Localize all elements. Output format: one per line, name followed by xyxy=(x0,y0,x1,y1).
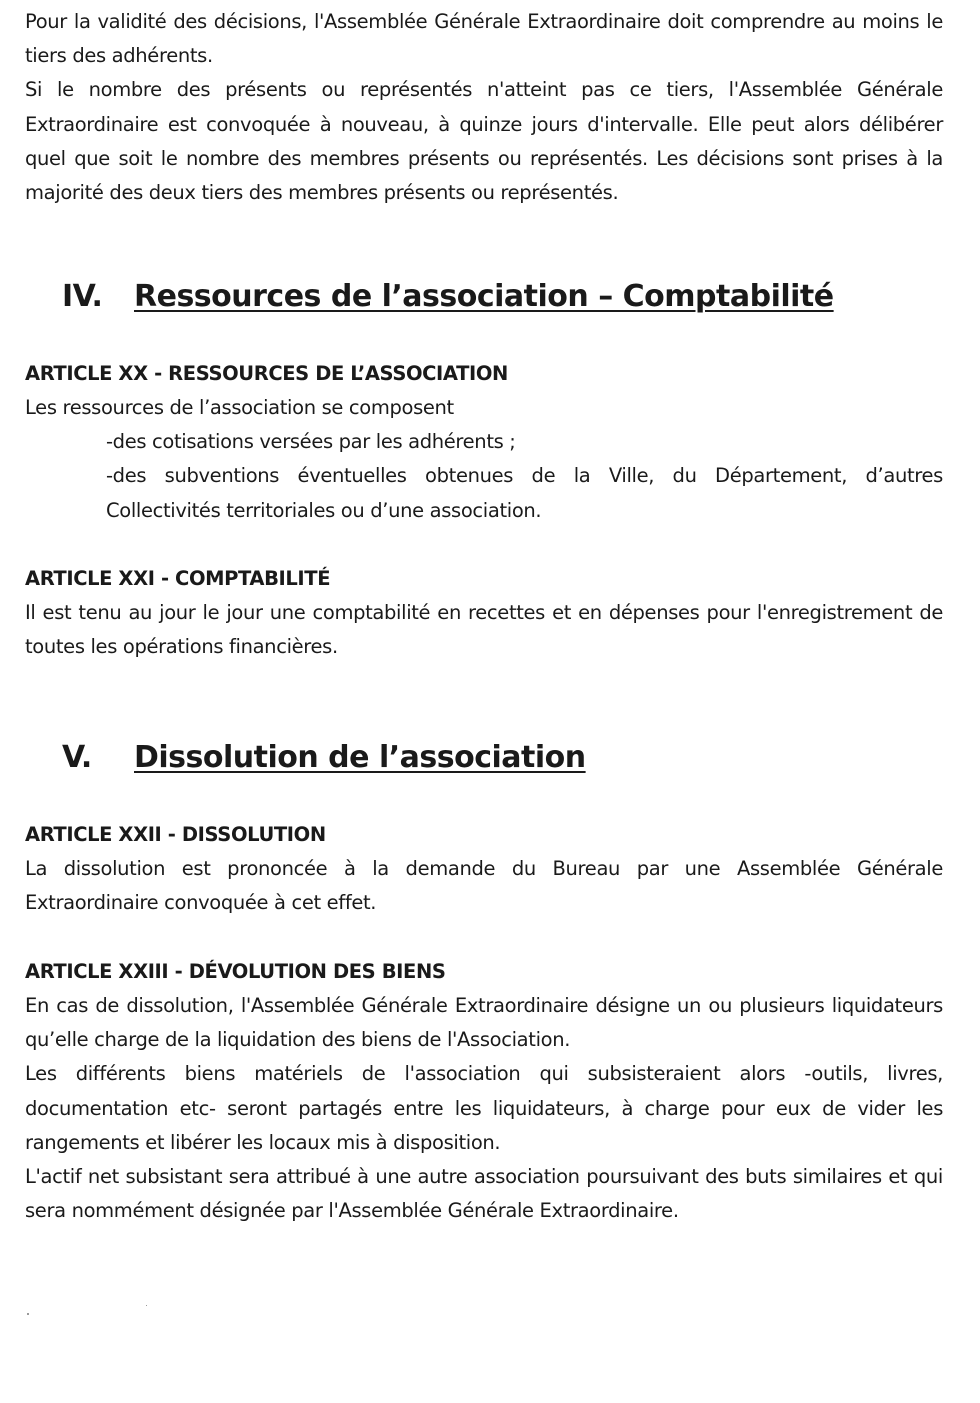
scan-speck xyxy=(27,1313,29,1315)
article-xxiii-paragraph: En cas de dissolution, l'Assemblée Générale Extraordinaire désigne un ou plusieurs liquidateurs qu’elle charge de la liquidation des biens de l'Association. xyxy=(25,994,943,1052)
article-heading-xxii: ARTICLE XXII - DISSOLUTION xyxy=(25,823,326,846)
article-xxiii-paragraph: L'actif net subsistant sera attribué à une autre association poursuivant des buts similaires et qui sera nommément désignée par l'Assemblée Générale Extraordinaire. xyxy=(25,1165,943,1223)
intro-paragraph: Si le nombre des présents ou représentés n'atteint pas ce tiers, l'Assemblée Générale Extraordinaire est convoquée à nouveau, à quinze jours d'intervalle. Elle peut alors délibérer quel que soit le nombre des membres présents ou représentés. Les décisions sont prises à la majorité des deux tiers des membres présents ou représentés. xyxy=(25,78,943,205)
article-heading-xxiii: ARTICLE XXIII - DÉVOLUTION DES BIENS xyxy=(25,960,446,983)
section-title: Dissolution de l’association xyxy=(134,740,586,775)
scan-speck xyxy=(146,1305,147,1306)
article-heading-xxi: ARTICLE XXI - COMPTABILITÉ xyxy=(25,567,331,590)
intro-text xyxy=(25,5,943,210)
section-number: IV. xyxy=(62,279,103,314)
section-heading-v xyxy=(62,738,586,778)
article-xxii-body xyxy=(25,852,943,920)
section-heading-iv xyxy=(62,277,834,317)
article-xxi-body xyxy=(25,596,943,664)
article-xx-item: -des cotisations versées par les adhérents ; xyxy=(106,430,516,454)
section-number: V. xyxy=(62,740,92,775)
article-xxiii-body xyxy=(25,989,943,1228)
article-xx-body xyxy=(25,391,943,528)
article-xxiii-paragraph: Les différents biens matériels de l'association qui subsisteraient alors -outils, livres, documentation etc- seront partagés entre les liquidateurs, à charge pour eux de vider les rangements et libérer les locaux mis à disposition. xyxy=(25,1062,943,1154)
article-xx-item: -des subventions éventuelles obtenues de la Ville, du Département, d’autres Collectivités territoriales ou d’une association. xyxy=(106,464,943,522)
article-heading-xx: ARTICLE XX - RESSOURCES DE L’ASSOCIATION xyxy=(25,362,508,385)
article-xx-intro: Les ressources de l’association se composent xyxy=(25,396,454,419)
article-xxi-text: Il est tenu au jour le jour une comptabilité en recettes et en dépenses pour l'enregistrement de toutes les opérations financières. xyxy=(25,601,943,659)
section-title: Ressources de l’association – Comptabilité xyxy=(134,279,834,314)
article-xxii-text: La dissolution est prononcée à la demande du Bureau par une Assemblée Générale Extraordinaire convoquée à cet effet. xyxy=(25,857,943,915)
intro-paragraph: Pour la validité des décisions, l'Assemblée Générale Extraordinaire doit comprendre au moins le tiers des adhérents. xyxy=(25,10,943,68)
